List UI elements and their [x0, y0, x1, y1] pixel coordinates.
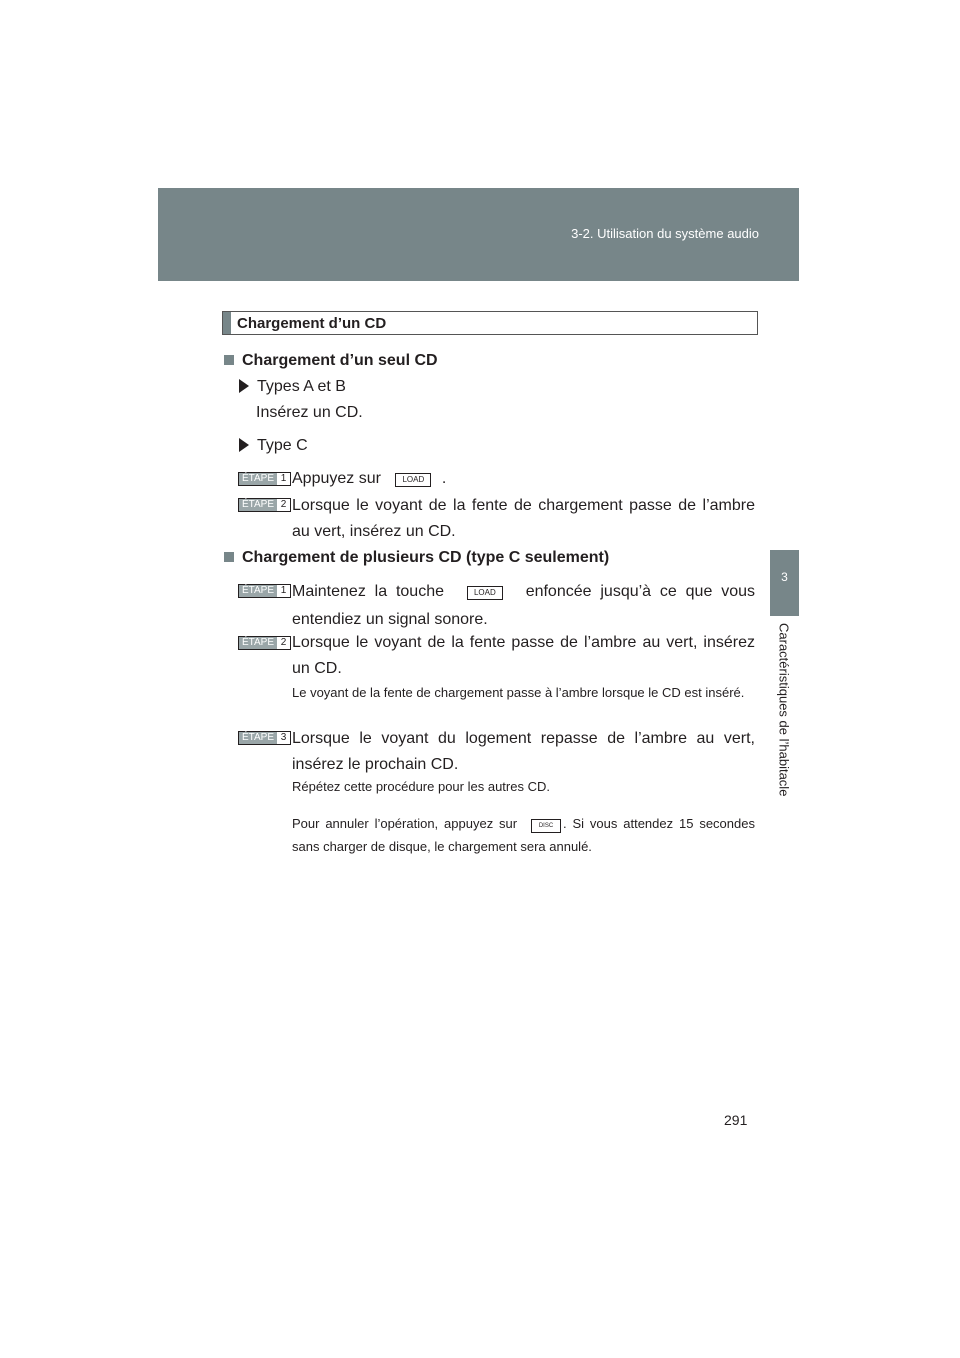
step-note [292, 812, 755, 858]
step-badge [238, 636, 291, 650]
square-bullet-icon [224, 355, 234, 365]
type-c-text: Type C [257, 437, 308, 454]
step-text [292, 466, 755, 492]
chapter-header [158, 188, 799, 281]
load-key-icon: LOAD [467, 586, 503, 600]
chapter-tab [770, 550, 799, 616]
square-bullet-icon [224, 552, 234, 562]
step-badge-number: 3 [280, 732, 287, 743]
step-text-part: Maintenez la touche [292, 583, 444, 600]
step-text-part: Appuyez sur [292, 470, 381, 487]
section-heading [222, 311, 758, 335]
chapter-label-text: Caractéristiques de l’habitacle [776, 623, 792, 797]
step-badge-label: ÉTAPE [239, 473, 277, 485]
step-text-part: . [441, 470, 447, 487]
subheading-multiple [224, 549, 609, 567]
step-note: Répétez cette procédure pour les autres CD. [292, 779, 550, 794]
step-text-part: enfoncée jusqu’à ce que vous entendiez un signal sonore. [292, 583, 755, 628]
step-badge [238, 498, 291, 512]
page-number: 291 [724, 1112, 748, 1128]
subheading-single [224, 352, 438, 370]
types-ab-text: Types A et B [257, 378, 346, 395]
step-badge-number: 2 [280, 499, 287, 510]
step-badge [238, 472, 291, 486]
step-note-part: Pour annuler l’opération, appuyez sur [292, 816, 518, 831]
step-badge-number: 1 [280, 585, 287, 596]
step-note-part: . Si vous attendez 15 secondes sans charger de disque, le chargement sera annulé. [292, 816, 755, 854]
step-text [292, 578, 755, 634]
step-badge-number: 2 [280, 637, 287, 648]
section-heading-text: Chargement d’un CD [237, 315, 387, 332]
step-badge-label: ÉTAPE [239, 637, 277, 649]
step-badge-label: ÉTAPE [239, 732, 277, 744]
load-key-icon: LOAD [395, 473, 431, 487]
subheading-multiple-text: Chargement de plusieurs CD (type C seulement) [242, 549, 610, 566]
types-ab-instruction: Insérez un CD. [256, 404, 363, 421]
subheading-single-text: Chargement d’un seul CD [242, 352, 438, 369]
step-note: Le voyant de la fente de chargement passe à l’ambre lorsque le CD est inséré. [292, 685, 745, 700]
chapter-number: 3 [781, 570, 788, 584]
chapter-label [771, 623, 797, 833]
section-heading-bar [223, 312, 231, 334]
step-badge [238, 731, 291, 745]
header-section-title: 3-2. Utilisation du système audio [571, 226, 759, 241]
step-text: Lorsque le voyant de la fente de chargement passe de l’ambre au vert, insérez un CD. [292, 497, 755, 540]
step-badge-number: 1 [280, 473, 287, 484]
step-badge-label: ÉTAPE [239, 585, 277, 597]
step-badge [238, 584, 291, 598]
step-text: Lorsque le voyant du logement repasse de l’ambre au vert, insérez le prochain CD. [292, 730, 755, 773]
disc-key-icon: DISC [531, 819, 561, 833]
step-badge-label: ÉTAPE [239, 499, 277, 511]
triangle-arrow-icon [239, 438, 249, 452]
types-ab-label [239, 378, 346, 396]
triangle-arrow-icon [239, 379, 249, 393]
type-c-label [239, 437, 308, 455]
step-text: Lorsque le voyant de la fente passe de l’ambre au vert, insérez un CD. [292, 634, 755, 677]
